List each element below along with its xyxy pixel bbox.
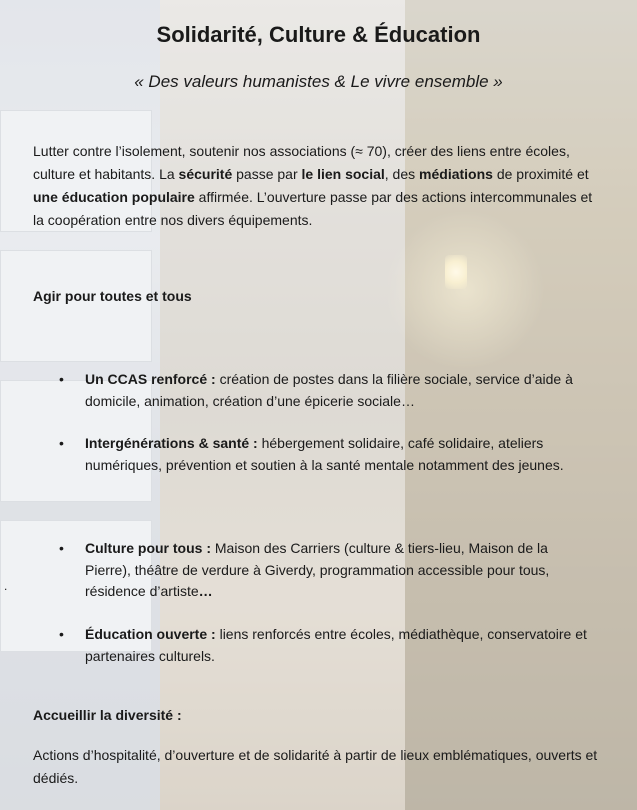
stray-mark: . (4, 579, 8, 593)
bullet-icon: • (59, 435, 64, 451)
page-title: Solidarité, Culture & Éducation (156, 22, 481, 47)
closing-paragraph: Actions d’hospitalité, d’ouverture et de solidarité à partir de lieux emblématiques, ouverts et dédiés. (33, 747, 598, 786)
intro-paragraph: Lutter contre l’isolement, soutenir nos associations (≈ 70), créer des liens entre écoles, culture et habitants. La sécurité passe par le lien social, des médiations de proximité et une éducation populaire affirmée. L’ouverture passe par des actions intercommunales et la coopération entre nos divers équipements. (33, 143, 593, 228)
page-subtitle: « Des valeurs humanistes & Le vivre ensemble » (134, 72, 503, 91)
list-item: • Un CCAS renforcé : création de postes dans la filière sociale, service d’aide à domicile, animation, création d’une épicerie sociale… (59, 371, 573, 409)
bullet-icon: • (59, 626, 64, 642)
list-item: • Culture pour tous : Maison des Carriers (culture & tiers-lieu, Maison de la Pierre), théâtre de verdure à Giverdy, programmation accessible pour tous, résidence d’artiste… (59, 540, 550, 599)
bullet-icon: • (59, 540, 64, 556)
list-item: • Intergénérations & santé : hébergement solidaire, café solidaire, ateliers numériques, prévention et soutien à la santé mentale notamment des jeunes. (59, 435, 564, 473)
section-heading-accueillir: Accueillir la diversité : (33, 707, 182, 723)
bullet-icon: • (59, 371, 64, 387)
list-item: • Éducation ouverte : liens renforcés entre écoles, médiathèque, conservatoire et partenaires culturels. (59, 626, 587, 664)
section-heading-agir: Agir pour toutes et tous (33, 288, 192, 304)
